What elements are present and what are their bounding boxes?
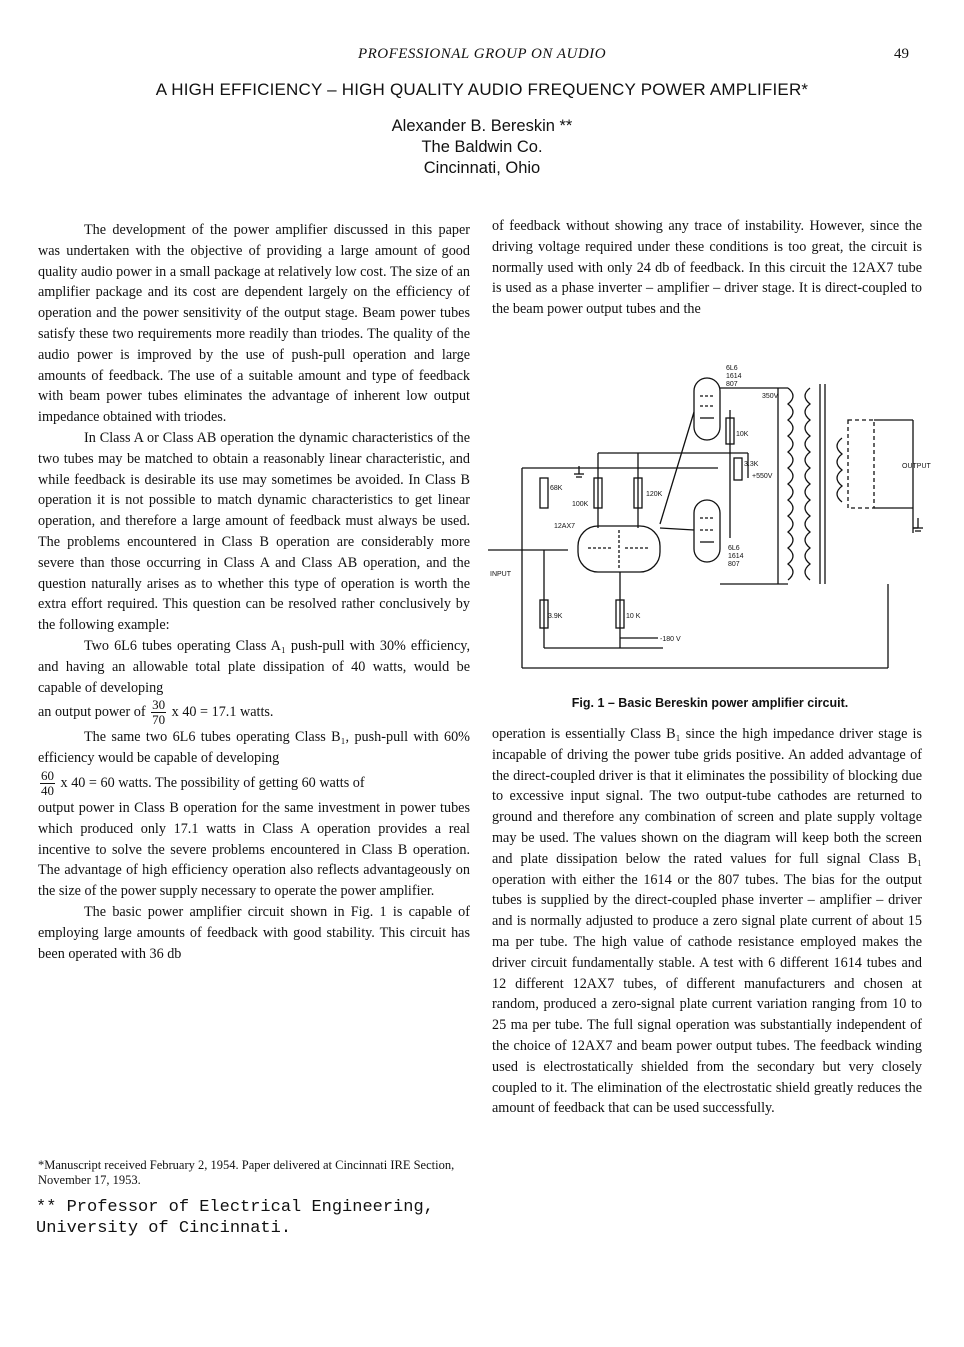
label-minus-180v: -180 V xyxy=(660,636,681,643)
equation-class-a xyxy=(38,698,470,727)
label-10k-bottom: 10 K xyxy=(626,613,641,620)
author-block xyxy=(0,116,964,179)
author-affiliation: The Baldwin Co. xyxy=(421,138,543,156)
equation-prefix: an output power of xyxy=(38,704,146,721)
label-tube-bot-a: 6L6 xyxy=(728,545,740,552)
label-120k: 120K xyxy=(646,491,663,498)
fraction-numerator: 30 xyxy=(152,697,166,713)
paragraph-introduction: The development of the power amplifier discussed in this paper was undertaken with the objective of providing a large amount of good quality audio power in a small package at relatively low cost. The size of an amplifier package and its cost are dependent largely on the efficiency of operation and the power sensitivity of the output stage. Beam power tubes satisfy these two requirements more readily than triodes. The quality of the audio power is improved by the use of push-pull operation and large amounts of feedback. The use of a suitable amount and type of feedback with beam power tubes eliminates the advantage of inherent low output impedance obtained with triodes. xyxy=(38,222,470,426)
output-tube-bottom xyxy=(694,500,720,562)
label-10k-top: 10K xyxy=(736,431,749,438)
ground-symbol xyxy=(913,518,923,531)
fraction-numerator: 60 xyxy=(41,767,54,783)
label-plus-550v: +550V xyxy=(752,473,773,480)
fraction xyxy=(151,698,166,727)
driver-tube-12ax7 xyxy=(578,526,660,572)
label-100k: 100K xyxy=(572,501,589,508)
label-tube-top-a: 6L6 xyxy=(726,365,738,372)
label-68k: 68K xyxy=(550,485,563,492)
label-tube-bot-b: 1614 xyxy=(728,553,744,560)
label-tube-top-b: 1614 xyxy=(726,373,742,380)
author-location: Cincinnati, Ohio xyxy=(423,159,541,177)
output-tube-top xyxy=(694,378,720,440)
figure-caption: Fig. 1 – Basic Bereskin power amplifier circuit. xyxy=(571,696,849,710)
label-tube-bot-c: 807 xyxy=(728,561,740,568)
paragraph-feedback: of feedback without showing any trace of instability. However, since the driving voltage required under these conditions is too great, the circuit is normally used with only 24 db of feedback. In this circuit the 12AX7 tube is used as a phase inverter – amplifier – driver stage. It is direct-coupled to the beam power output tubes and the xyxy=(492,218,922,318)
paragraph-class-b1-operation: operation is essentially Class B₁ since the high impedance driver stage is incapable of driving the power tube grids positive. An added advantage of the direct-coupled driver is that it eliminates the possibility of blocking due to excessive input signal. The two output-tube cathodes are returned to ground and therefore any combination of screen and plate supply voltage may be used. The values shown on the diagram will keep both the screen and plate dissipation below the rated values for full signal Class B₁ operation with either the 1614 or the 807 tubes. The bias for the output tubes is supplied by the direct-coupled phase inverter – amplifier – driver and is normally adjusted to produce a zero signal plate current of about 15 ma per tube. The high value of cathode resistance employed makes the driver circuit fundamentally stable. A test with 6 different 1614 tubes and 12 different 12AX7 tubes, of different manufacturers and chosen at random, produced a zero-signal plate current variation ranging from 10 to 25 ma per tube. The full signal operation was substantially independent of the choice of 12AX7 and beam power output tubes. The feedback winding used is electrostatically shielded from the secondary but very closely coupled to it. The elimination of the electrostatic shield greatly reduces the amount of feedback that can be used successfully. xyxy=(492,726,922,1117)
output-transformer xyxy=(788,384,874,584)
label-input: INPUT xyxy=(490,571,511,578)
author-name: Alexander B. Bereskin ** xyxy=(391,117,573,135)
footnote-manuscript: *Manuscript received February 2, 1954. Paper delivered at Cincinnati IRE Section, November 17, 1953. xyxy=(38,1158,455,1187)
right-column-bottom xyxy=(492,724,922,1119)
paragraph-class-b-continued: output power in Class B operation for the same investment in power tubes which produced only 17.1 watts in Class A operation provides a real incentive to solve the severe problems encountered in Class B operation. The advantage of high efficiency operation also reflects advantageously on the size of the power supply necessary to operate the power amplifier. xyxy=(38,799,470,900)
fraction xyxy=(40,769,55,798)
equation-suffix: x 40 = 17.1 watts. xyxy=(171,704,274,721)
footnote-author: ** Professor of Electrical Engineering, University of Cincinnati. xyxy=(36,1198,434,1238)
paragraph-class-operation: In Class A or Class AB operation the dynamic characteristics of the two tubes may be matched to obtain a reasonably linear characteristic, and while feedback is desirable its use may sometimes be avoided. In Class B operation it is not possible to match dynamic characteristics to get linear operation, and therefore a large amount of feedback must always be used. The problems encountered in Class B operation are considerably more severe than those occurring in Class A and Class AB operation, and the question naturally arises as to whether this type of operation is worth the extra effort required. This question can be resolved rather conclusively by the following example: xyxy=(38,429,470,634)
label-350v: 350V xyxy=(762,393,779,400)
label-output: OUTPUT xyxy=(902,463,931,470)
right-column-top xyxy=(492,216,922,320)
running-head: PROFESSIONAL GROUP ON AUDIO xyxy=(357,46,607,62)
circuit-diagram xyxy=(488,348,938,688)
fraction-denominator: 40 xyxy=(41,782,54,798)
label-3-3k: 3.3K xyxy=(744,461,759,468)
paragraph-example: Two 6L6 tubes operating Class A₁ push-pull with 30% efficiency, and having an allowable total plate dissipation of 40 watts, would be capable of developing xyxy=(38,637,470,696)
paragraph-circuit: The basic power amplifier circuit shown in Fig. 1 is capable of employing large amounts of feedback with good stability. This circuit has been operated with 36 db xyxy=(38,903,470,962)
circuit-wiring xyxy=(488,388,918,668)
left-column xyxy=(38,220,470,964)
label-12ax7: 12AX7 xyxy=(554,523,576,530)
paragraph-class-b: The same two 6L6 tubes operating Class B₁, push-pull with 60% efficiency would be capable of developing xyxy=(38,729,470,767)
equation-class-b xyxy=(38,769,470,798)
resistor-3-3k xyxy=(734,458,742,480)
article-title: A HIGH EFFICIENCY – HIGH QUALITY AUDIO FREQUENCY POWER AMPLIFIER* xyxy=(155,80,809,99)
page-number: 49 xyxy=(894,46,909,62)
equation-suffix: x 40 = 60 watts. The possibility of getting 60 watts of xyxy=(60,774,365,791)
label-3-9k: 3.9K xyxy=(548,613,563,620)
label-tube-top-c: 807 xyxy=(726,381,738,388)
fraction-denominator: 70 xyxy=(152,712,166,728)
resistor-68k xyxy=(540,478,548,508)
